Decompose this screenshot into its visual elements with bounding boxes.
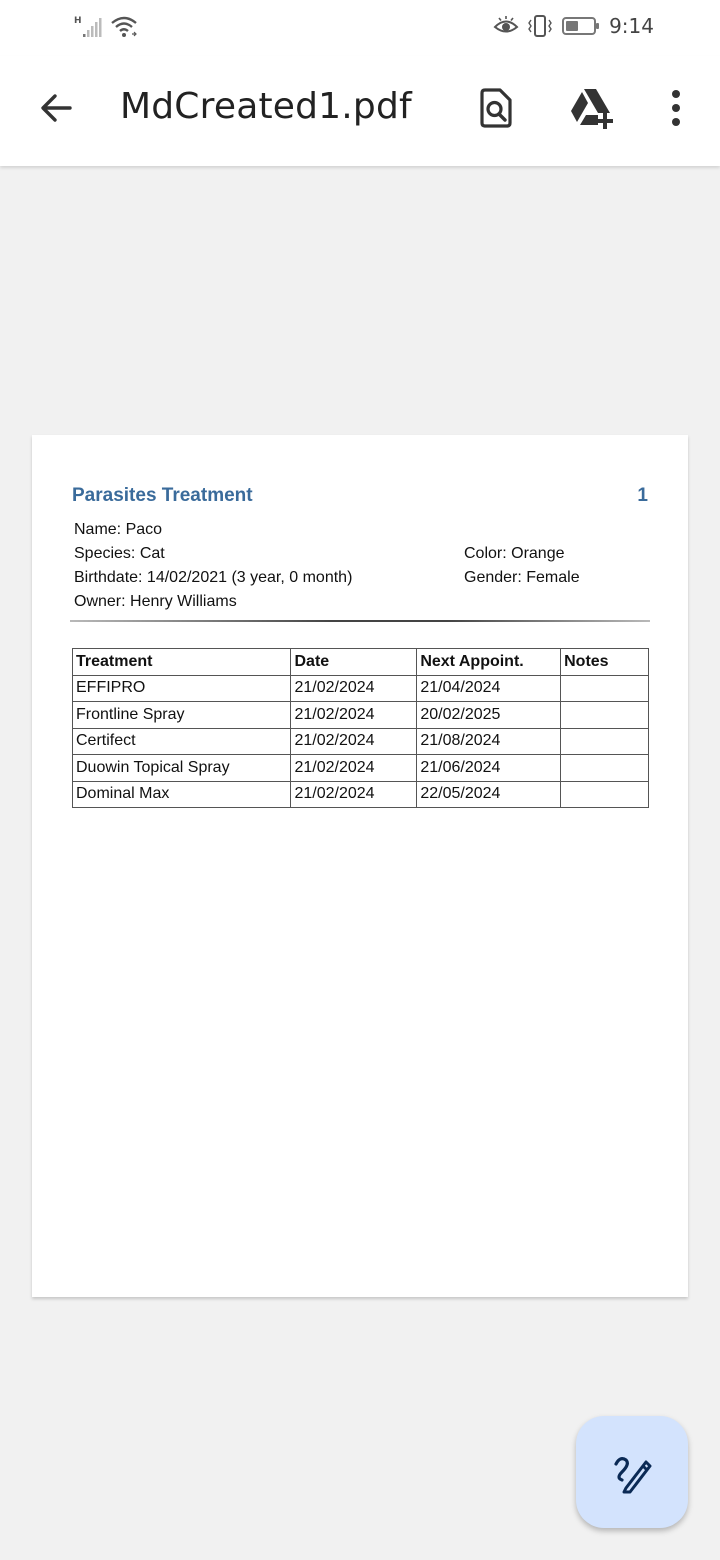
cell-treatment: Dominal Max	[73, 781, 291, 808]
header-treatment: Treatment	[73, 649, 291, 676]
document-title: MdCreated1.pdf	[120, 86, 412, 127]
cell-treatment: Duowin Topical Spray	[73, 755, 291, 782]
more-options-button[interactable]	[648, 80, 704, 136]
battery-icon	[561, 14, 601, 38]
pet-color: Color: Orange	[464, 545, 565, 562]
table-row	[73, 728, 649, 755]
divider	[70, 620, 650, 622]
app-bar	[0, 56, 720, 166]
status-left	[74, 14, 140, 38]
table-row	[73, 781, 649, 808]
cell-signal-icon	[74, 14, 104, 38]
find-in-page-button[interactable]	[468, 80, 524, 136]
cell-next-appointment: 22/05/2024	[417, 781, 561, 808]
back-button[interactable]	[28, 80, 84, 136]
pet-birthdate: Birthdate: 14/02/2021 (3 year, 0 month)	[74, 569, 353, 586]
table-header-row	[73, 649, 649, 676]
cell-date: 21/02/2024	[291, 702, 417, 729]
header-notes: Notes	[561, 649, 649, 676]
cell-treatment: Frontline Spray	[73, 702, 291, 729]
cell-notes	[561, 781, 649, 808]
table-row	[73, 702, 649, 729]
pet-gender: Gender: Female	[464, 569, 580, 586]
edit-fab-button[interactable]	[576, 1416, 688, 1528]
cell-next-appointment: 20/02/2025	[417, 702, 561, 729]
table-row	[73, 675, 649, 702]
add-to-drive-icon	[568, 87, 616, 129]
cell-date: 21/02/2024	[291, 728, 417, 755]
wifi-icon	[110, 14, 140, 38]
cell-date: 21/02/2024	[291, 755, 417, 782]
status-right	[493, 14, 654, 38]
cell-notes	[561, 728, 649, 755]
more-vert-icon	[670, 90, 682, 126]
pet-info-left	[74, 518, 352, 614]
cell-notes	[561, 675, 649, 702]
clock: 9:14	[609, 14, 654, 38]
cell-date: 21/02/2024	[291, 781, 417, 808]
find-in-page-icon	[478, 87, 514, 129]
back-arrow-icon	[38, 90, 74, 126]
cell-next-appointment: 21/06/2024	[417, 755, 561, 782]
pet-owner: Owner: Henry Williams	[74, 593, 237, 610]
cell-date: 21/02/2024	[291, 675, 417, 702]
cell-notes	[561, 702, 649, 729]
cell-notes	[561, 755, 649, 782]
add-to-drive-button[interactable]	[564, 80, 620, 136]
pet-species: Species: Cat	[74, 545, 165, 562]
pet-name: Name: Paco	[74, 521, 163, 538]
page-number: 1	[637, 485, 648, 506]
treatment-table	[72, 648, 649, 808]
pet-info-right	[464, 542, 580, 590]
status-bar	[0, 0, 720, 56]
edit-draw-icon	[610, 1450, 654, 1494]
pdf-heading: Parasites Treatment	[72, 485, 253, 506]
table-row	[73, 755, 649, 782]
network-type-label: H	[74, 16, 82, 26]
header-date: Date	[291, 649, 417, 676]
cell-next-appointment: 21/04/2024	[417, 675, 561, 702]
cell-next-appointment: 21/08/2024	[417, 728, 561, 755]
cell-treatment: EFFIPRO	[73, 675, 291, 702]
pdf-page[interactable]	[32, 435, 688, 1297]
cell-treatment: Certifect	[73, 728, 291, 755]
vibrate-icon	[527, 14, 553, 38]
header-next-appointment: Next Appoint.	[417, 649, 561, 676]
eye-comfort-icon	[493, 14, 519, 38]
